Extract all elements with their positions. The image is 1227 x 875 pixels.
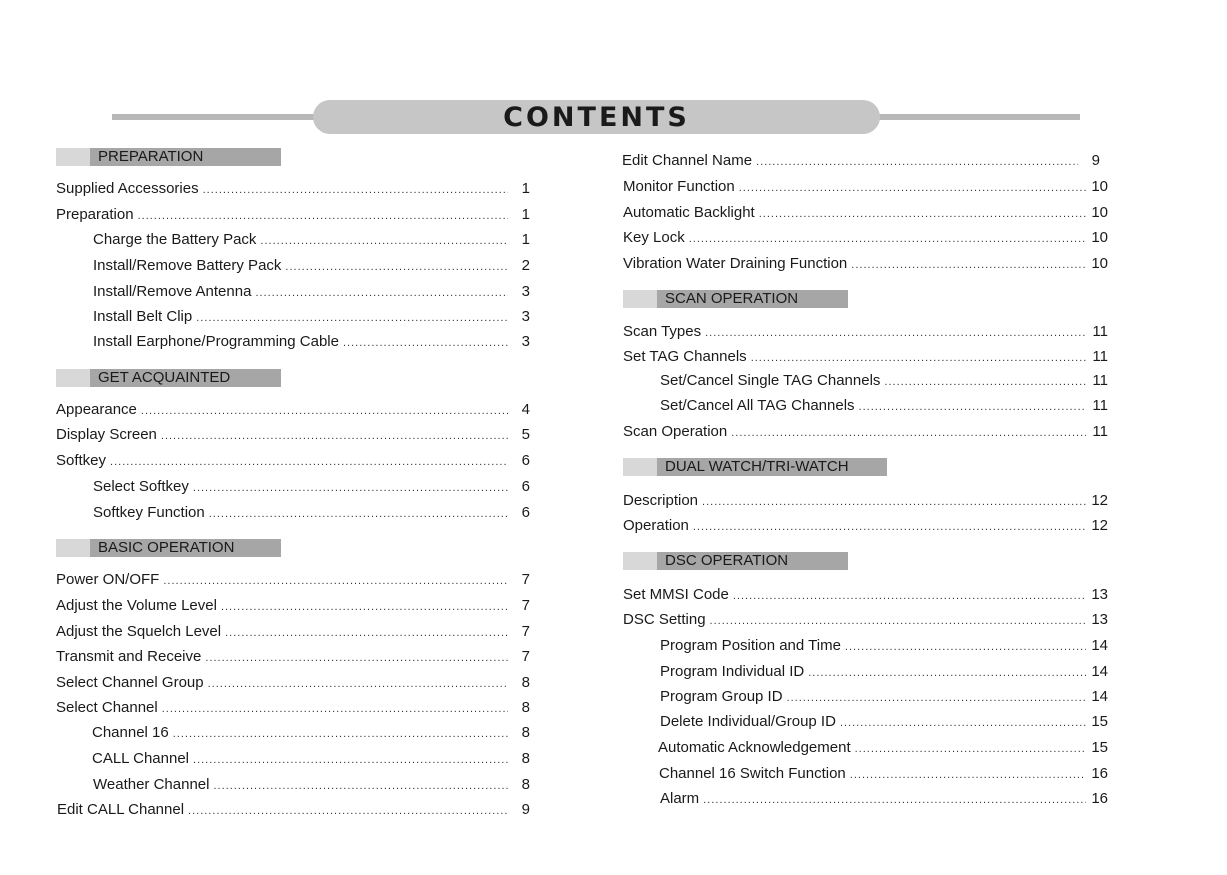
toc-entry-title: Weather Channel [93, 776, 210, 793]
toc-entry-page: 16 [1091, 765, 1108, 782]
toc-entry[interactable] [92, 750, 530, 772]
toc-entry[interactable] [93, 333, 530, 355]
toc-entry-page: 15 [1091, 713, 1108, 730]
toc-entry[interactable] [660, 397, 1108, 419]
toc-entry-title: Set TAG Channels [623, 348, 747, 365]
toc-entry-title: DSC Setting [623, 611, 706, 628]
toc-entry[interactable] [56, 699, 530, 721]
section-header-label: DSC OPERATION [665, 552, 789, 569]
toc-entry-title: Vibration Water Draining Function [623, 255, 848, 272]
toc-entry[interactable] [659, 765, 1108, 787]
dot-leader [850, 769, 1086, 781]
toc-entry[interactable] [623, 229, 1108, 251]
toc-entry-title: Automatic Acknowledgement [658, 739, 851, 756]
toc-entry[interactable] [56, 623, 530, 645]
toc-entry-page: 8 [521, 699, 530, 716]
dot-leader [205, 652, 508, 664]
toc-entry-title: Scan Types [623, 323, 702, 340]
toc-entry-page: 3 [521, 283, 530, 300]
toc-entry-page: 11 [1092, 323, 1108, 340]
toc-entry[interactable] [622, 152, 1100, 174]
dot-leader [343, 337, 508, 349]
toc-entry-title: Set MMSI Code [623, 586, 729, 603]
dot-leader [193, 482, 508, 494]
toc-entry[interactable] [56, 597, 530, 619]
section-header-get-acquainted [56, 369, 281, 387]
toc-entry[interactable] [623, 204, 1108, 226]
section-header-scan-operation [623, 290, 848, 308]
dot-leader [141, 405, 508, 417]
toc-entry-title: Description [623, 492, 699, 509]
page-title: CONTENTS [503, 102, 690, 133]
dot-leader [163, 575, 508, 587]
dot-leader [255, 287, 508, 299]
toc-entry-title: Automatic Backlight [623, 204, 755, 221]
toc-entry[interactable] [660, 790, 1108, 812]
toc-entry-title: Edit CALL Channel [57, 801, 185, 818]
toc-entry-page: 12 [1091, 517, 1108, 534]
dot-leader [110, 456, 508, 468]
toc-entry-title: Softkey Function [93, 504, 205, 521]
toc-entry[interactable] [92, 724, 530, 746]
toc-entry[interactable] [56, 648, 530, 670]
section-header-preparation [56, 148, 281, 166]
toc-entry-page: 3 [521, 308, 530, 325]
toc-entry-page: 13 [1091, 611, 1108, 628]
dot-leader [188, 805, 508, 817]
toc-entry-title: Program Group ID [660, 688, 783, 705]
toc-entry-title: Display Screen [56, 426, 157, 443]
toc-entry[interactable] [93, 478, 530, 500]
dot-leader [162, 703, 508, 715]
toc-entry[interactable] [623, 517, 1108, 539]
toc-entry-page: 12 [1091, 492, 1108, 509]
section-header-label: BASIC OPERATION [98, 539, 235, 556]
toc-entry[interactable] [57, 801, 530, 823]
dot-leader [884, 376, 1086, 388]
dot-leader [161, 430, 508, 442]
section-header-dual-watch [623, 458, 887, 476]
dot-leader [693, 521, 1086, 533]
toc-entry-page: 6 [521, 504, 530, 521]
toc-entry-title: Adjust the Volume Level [56, 597, 217, 614]
toc-entry-page: 14 [1091, 663, 1108, 680]
toc-entry[interactable] [660, 688, 1108, 710]
toc-entry-page: 16 [1091, 790, 1108, 807]
toc-entry-page: 8 [521, 674, 530, 691]
toc-entry-page: 14 [1091, 688, 1108, 705]
toc-entry[interactable] [56, 180, 530, 202]
toc-entry[interactable] [56, 674, 530, 696]
toc-entry-title: Set/Cancel All TAG Channels [660, 397, 855, 414]
toc-entry[interactable] [623, 178, 1108, 200]
dot-leader [203, 184, 508, 196]
dot-leader [702, 496, 1086, 508]
toc-entry-title: Select Channel [56, 699, 158, 716]
toc-entry-title: Channel 16 [92, 724, 169, 741]
toc-entry-title: Monitor Function [623, 178, 735, 195]
dot-leader [221, 601, 508, 613]
toc-entry-title: Operation [623, 517, 689, 534]
dot-leader [845, 641, 1086, 653]
toc-entry[interactable] [623, 423, 1108, 445]
dot-leader [731, 427, 1086, 439]
toc-entry-title: Program Position and Time [660, 637, 841, 654]
toc-entry-page: 3 [521, 333, 530, 350]
toc-entry-title: Supplied Accessories [56, 180, 199, 197]
toc-entry-title: Edit Channel Name [622, 152, 753, 169]
dot-leader [705, 327, 1086, 339]
toc-entry-page: 10 [1091, 204, 1108, 221]
dot-leader [703, 794, 1086, 806]
toc-entry[interactable] [93, 283, 530, 305]
toc-entry-title: Transmit and Receive [56, 648, 202, 665]
dot-leader [196, 312, 508, 324]
dot-leader [285, 261, 508, 273]
dot-leader [756, 156, 1078, 168]
toc-entry-page: 11 [1092, 423, 1108, 440]
toc-entry-page: 10 [1091, 178, 1108, 195]
toc-entry-title: Delete Individual/Group ID [660, 713, 836, 730]
toc-entry-title: Preparation [56, 206, 134, 223]
dot-leader [840, 717, 1086, 729]
toc-entry-title: Key Lock [623, 229, 685, 246]
dot-leader [733, 590, 1086, 602]
toc-entry[interactable] [658, 739, 1108, 761]
toc-entry-title: CALL Channel [92, 750, 190, 767]
section-header-dsc-operation [623, 552, 848, 570]
toc-entry-page: 7 [521, 571, 530, 588]
toc-entry-page: 6 [521, 452, 530, 469]
toc-entry[interactable] [623, 348, 1108, 370]
toc-entry-title: Channel 16 Switch Function [659, 765, 846, 782]
toc-entry[interactable] [93, 308, 530, 330]
toc-entry-page: 13 [1091, 586, 1108, 603]
toc-entry-page: 15 [1091, 739, 1108, 756]
toc-entry-title: Install Belt Clip [93, 308, 193, 325]
toc-entry[interactable] [623, 492, 1108, 514]
toc-entry-page: 1 [521, 206, 530, 223]
section-header-label: PREPARATION [98, 148, 204, 165]
toc-entry-title: Softkey [56, 452, 107, 469]
toc-entry[interactable] [660, 637, 1108, 659]
toc-entry-page: 5 [521, 426, 530, 443]
dot-leader [208, 678, 508, 690]
toc-entry-page: 8 [521, 724, 530, 741]
toc-entry[interactable] [56, 426, 530, 448]
title-banner [313, 100, 880, 134]
toc-entry-page: 7 [521, 597, 530, 614]
toc-entry-title: Install Earphone/Programming Cable [93, 333, 339, 350]
toc-entry-title: Appearance [56, 401, 137, 418]
dot-leader [751, 352, 1086, 364]
toc-entry-page: 10 [1091, 255, 1108, 272]
toc-entry-page: 8 [521, 776, 530, 793]
dot-leader [787, 692, 1086, 704]
toc-entry-page: 11 [1092, 348, 1108, 365]
toc-entry-page: 9 [1091, 152, 1100, 169]
toc-entry[interactable] [93, 504, 530, 526]
dot-leader [260, 235, 508, 247]
section-header-basic-operation [56, 539, 281, 557]
section-header-label: SCAN OPERATION [665, 290, 799, 307]
dot-leader [859, 401, 1086, 413]
dot-leader [209, 508, 508, 520]
toc-entry-page: 7 [521, 623, 530, 640]
toc-entry-title: Charge the Battery Pack [93, 231, 257, 248]
toc-entry[interactable] [623, 255, 1108, 277]
toc-entry-page: 11 [1092, 372, 1108, 389]
toc-entry-title: Scan Operation [623, 423, 728, 440]
toc-entry-page: 2 [521, 257, 530, 274]
toc-entry-page: 1 [521, 231, 530, 248]
toc-entry-title: Alarm [660, 790, 700, 807]
toc-entry[interactable] [56, 452, 530, 474]
section-header-label: GET ACQUAINTED [98, 369, 231, 386]
toc-entry-page: 9 [521, 801, 530, 818]
toc-entry-title: Program Individual ID [660, 663, 805, 680]
toc-entry[interactable] [93, 776, 530, 798]
dot-leader [173, 728, 508, 740]
dot-leader [225, 627, 508, 639]
dot-leader [138, 210, 508, 222]
toc-entry[interactable] [623, 323, 1108, 345]
dot-leader [808, 667, 1086, 679]
toc-entry-title: Install/Remove Antenna [93, 283, 252, 300]
toc-entry[interactable] [56, 401, 530, 423]
toc-entry[interactable] [660, 663, 1108, 685]
toc-entry-title: Install/Remove Battery Pack [93, 257, 282, 274]
dot-leader [213, 780, 508, 792]
toc-entry-title: Power ON/OFF [56, 571, 160, 588]
dot-leader [739, 182, 1086, 194]
dot-leader [851, 259, 1086, 271]
dot-leader [193, 754, 508, 766]
toc-entry[interactable] [56, 206, 530, 228]
dot-leader [689, 233, 1086, 245]
toc-entry[interactable] [93, 257, 530, 279]
dot-leader [759, 208, 1086, 220]
toc-entry-page: 1 [521, 180, 530, 197]
toc-entry-page: 7 [521, 648, 530, 665]
toc-entry[interactable] [56, 571, 530, 593]
toc-entry-title: Select Channel Group [56, 674, 204, 691]
toc-entry-title: Adjust the Squelch Level [56, 623, 222, 640]
toc-entry[interactable] [660, 713, 1108, 735]
toc-entry[interactable] [623, 586, 1108, 608]
toc-entry[interactable] [660, 372, 1108, 394]
toc-entry-page: 8 [521, 750, 530, 767]
toc-entry-page: 14 [1091, 637, 1108, 654]
toc-entry-title: Set/Cancel Single TAG Channels [660, 372, 881, 389]
toc-entry-page: 11 [1092, 397, 1108, 414]
toc-entry-page: 4 [521, 401, 530, 418]
dot-leader [855, 743, 1086, 755]
dot-leader [710, 615, 1086, 627]
toc-entry-page: 6 [521, 478, 530, 495]
toc-entry-title: Select Softkey [93, 478, 189, 495]
toc-entry-page: 10 [1091, 229, 1108, 246]
section-header-label: DUAL WATCH/TRI-WATCH [665, 458, 849, 475]
toc-entry[interactable] [93, 231, 530, 253]
toc-entry[interactable] [623, 611, 1108, 633]
